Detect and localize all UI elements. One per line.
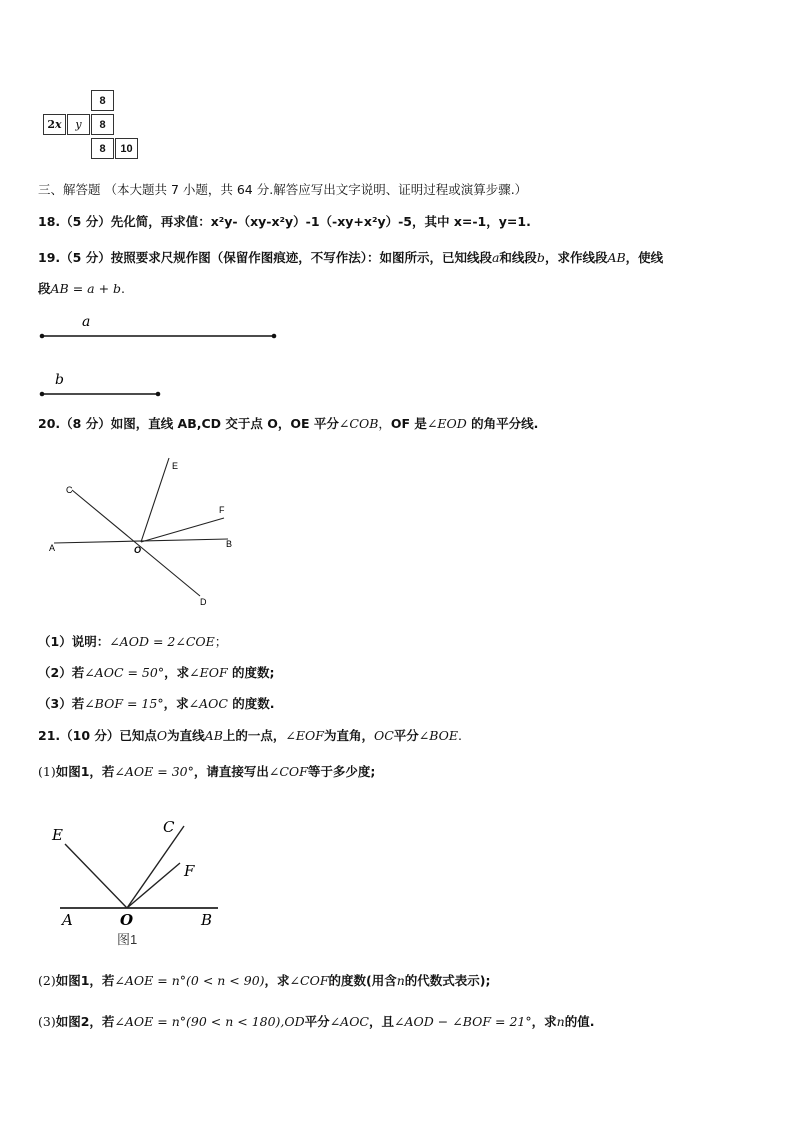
q19-text-d: ，使线 [625,250,664,265]
fig1-label-c: C [163,818,175,836]
grid-cell-bottom: 8 [91,138,114,159]
question-18: 18.（5 分）先化简，再求值：x²y-（xy-x²y）-1（-xy+x²y）-5，其中 x=-1，y=1. [38,214,531,229]
q21-p1-b: ，请直接写出 [193,764,269,779]
q21-p3-b: 平分 [304,1014,330,1029]
q21-text-e: 平分 [393,728,419,743]
segment-b-start-point [40,392,45,397]
q21-ray-oc: OC [373,728,394,743]
q21-p3-e: 的值. [564,1014,595,1029]
q19-formula: AB = a + b [50,281,122,296]
q21-p2-num: (2) [38,973,56,988]
q21-text-b: 为直线 [167,728,205,743]
q21-p3-d: ，求 [531,1014,557,1029]
question-19-line2 [38,280,125,298]
q20-angle-cob: ∠COB [338,416,379,431]
q21-text-c: 上的一点， [222,728,286,743]
q21-p3-formula: ∠AOE = n°(90 < n < 180),OD [114,1014,305,1029]
fig1-label-a: A [62,911,73,929]
fig1-label-f: F [184,862,195,880]
q21-point-o: O [156,728,168,743]
q21-part-1 [38,763,375,781]
label-o: O [134,545,142,555]
q19-text-seg: 段 [38,281,51,296]
q21-p1-num: (1) [38,764,56,779]
grid-cell-top: 8 [91,90,114,111]
q20-part-3 [38,695,275,713]
label-d: D [200,597,207,607]
q21-p3-formula2: ∠AOD − ∠BOF = 21° [394,1014,532,1029]
q21-p3-a: 如图2，若 [55,1014,115,1029]
q19-end: . [121,281,126,296]
grid-cell-bottom-right: 10 [115,138,138,159]
q20-oe: OE [290,416,310,431]
label-b: B [226,539,233,549]
q21-p1-a: 如图1，若 [55,764,115,779]
fig1-ray-oe [65,844,127,908]
q20-p3-mid: ，求 [163,696,189,711]
q19-text-b: 和线段 [499,250,537,265]
q20-comma: ， [378,416,391,431]
q21-angle-eof: ∠EOF [285,728,324,743]
label-e: E [172,461,179,471]
q21-period: . [458,728,463,743]
section-heading: 三、解答题 （本大题共 7 小题，共 64 分.解答应写出文字说明、证明过程或演算步骤.） [38,182,528,197]
q20-p2-formula: ∠AOC = 50° [84,665,165,680]
label-f: F [219,505,225,515]
fig1-label-b: B [201,911,213,929]
q19-var-a: a [491,250,500,265]
q20-p2-target: ∠EOF [189,665,228,680]
q21-p2-b: ，求 [264,973,290,988]
question-21-intro [38,727,462,745]
q20-text-i: 的角平分线. [466,416,539,431]
grid-cell-y: y [67,114,90,135]
q19-text-c: ，求作线段 [544,250,608,265]
q21-text-a: 21.（10 分）已知点 [38,728,157,743]
segment-b-end-point [156,392,161,397]
q21-p3-c: ，且 [369,1014,395,1029]
q20-of: OF [390,416,411,431]
q19-segments-figure [30,310,290,400]
q21-p2-var-n: n [396,973,405,988]
label-c: C [66,485,73,495]
q21-text-d: 为直角， [323,728,374,743]
q20-p2-mid: ，求 [164,665,190,680]
q20-p3-label: （3）若 [38,696,85,711]
q20-p1-end: ； [214,634,228,649]
fig1-label-o: O [120,911,134,929]
q19-text-a: 19.（5 分）按照要求尺规作图（保留作图痕迹，不写作法）：如图所示，已知线段 [38,250,492,265]
q21-part-2 [38,972,491,990]
q20-text-a: 20.（8 分）如图，直线 AB,CD 交于点 O， [38,416,291,431]
fig1-caption: 图1 [117,932,138,947]
q20-p3-formula: ∠BOF = 15° [84,696,164,711]
q21-p1-formula: ∠AOE = 30° [114,764,194,779]
q21-p3-var-n: n [556,1014,565,1029]
q21-p1-c: 等于多少度; [307,764,376,779]
q20-p3-target: ∠AOC [188,696,228,711]
q21-p3-angle-aoc: ∠AOC [329,1014,370,1029]
q19-var-b: b [536,250,545,265]
grid-cell-2x: 2 x [43,114,66,135]
q21-p2-target: ∠COF [289,973,329,988]
q20-part-1 [38,633,227,651]
q21-p2-d: 的代数式表示); [404,973,491,988]
question-19-line1 [38,249,663,267]
q19-var-ab: AB [607,250,626,265]
question-20-intro [38,415,538,433]
q21-p2-formula: ∠AOE = n°(0 < n < 90) [114,973,265,988]
q21-p1-target: ∠COF [268,764,308,779]
segment-a-start-point [40,334,45,339]
q21-p2-a: 如图1，若 [55,973,115,988]
q20-p3-end: 的度数. [227,696,275,711]
q21-angle-boe: ∠BOE [418,728,459,743]
segment-b-label: b [55,372,64,388]
q21-line-ab: AB [204,728,223,743]
q20-text-c: 平分 [309,416,339,431]
q20-part-2 [38,664,275,682]
segment-a-end-point [272,334,277,339]
q21-figure-1 [40,808,240,953]
grid-cell-middle: 8 [91,114,114,135]
label-a: A [49,543,56,553]
q21-p2-c: 的度数(用含 [328,973,397,988]
q21-p3-num: (3) [38,1014,56,1029]
ray-of [141,518,224,542]
q20-text-g: 是 [410,416,427,431]
q20-p2-end: 的度数; [227,665,275,680]
q21-part-3 [38,1013,594,1031]
segment-a-label: a [82,314,91,330]
fig1-label-e: E [52,826,63,844]
q20-p1-label: （1）说明： [38,634,110,649]
q20-figure [40,450,260,610]
line-cd [72,490,200,596]
grid-var-x: x [55,118,62,131]
q20-p2-label: （2）若 [38,665,85,680]
q20-p1-formula: ∠AOD = 2∠COE [109,634,215,649]
ray-oe [141,458,169,542]
q20-angle-eod: ∠EOD [426,416,467,431]
